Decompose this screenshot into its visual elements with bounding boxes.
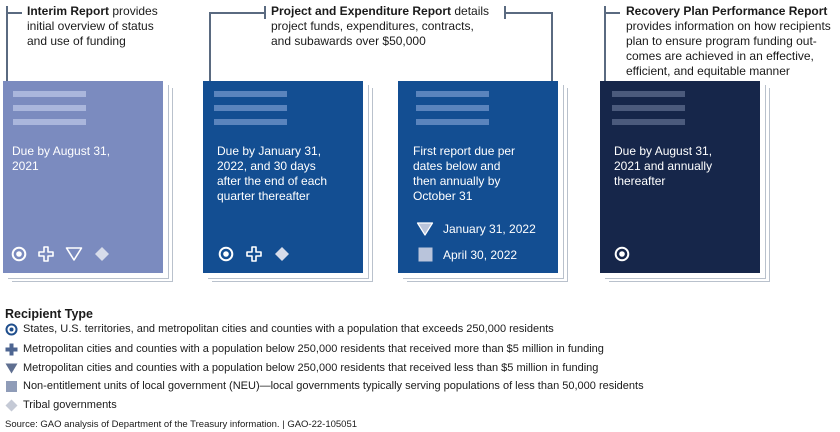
first-report-due-text [413, 144, 515, 204]
rp-connector-vertical [604, 6, 606, 82]
legend-label: Non-entitlement units of local government (NEU)—local governments typically serving populations of less than 50,000 residents [23, 380, 644, 392]
card-bar [416, 91, 489, 97]
interim-due-line: Due by August 31, [12, 144, 111, 158]
source-note: Source: GAO analysis of Department of the Treasury information. | GAO-22-105051 [5, 419, 358, 430]
pe-due-line: quarter thereafter [217, 189, 310, 203]
date-label-jan: January 31, 2022 [443, 222, 536, 236]
plus-icon [38, 246, 54, 262]
first-report-due-line: dates below and [413, 159, 501, 173]
pe-due-line: after the end of each [217, 174, 328, 188]
interim-report-card [3, 81, 163, 273]
pe-due-line: 2022, and 30 days [217, 159, 316, 173]
card-bar [13, 105, 86, 111]
interim-connector-vertical [6, 6, 8, 82]
first-report-due-line: October 31 [413, 189, 473, 203]
recovery-plan-desc-2: plan to ensure program funding out- [626, 34, 817, 48]
rp-connector-horizontal [604, 12, 620, 14]
card-bar [416, 119, 489, 125]
project-expenditure-desc-3: and subawards over $50,000 [271, 34, 426, 48]
square-icon [418, 247, 433, 262]
interim-report-caption [27, 4, 207, 49]
triangle-down-icon [5, 362, 18, 375]
first-report-due-line: First report due per [413, 144, 516, 158]
project-expenditure-card [203, 81, 363, 273]
date-label-apr: April 30, 2022 [443, 248, 518, 262]
interim-due-text [12, 144, 110, 174]
plus-icon [5, 343, 18, 356]
card-bar [612, 119, 685, 125]
card-bar [13, 119, 86, 125]
circle-dot-icon [614, 246, 630, 262]
recovery-plan-desc-1: provides information on how recipients [626, 19, 831, 33]
card-bar [214, 119, 287, 125]
rp-due-text [614, 144, 712, 189]
recovery-plan-title: Recovery Plan Performance Report [626, 4, 828, 18]
circle-dot-icon [11, 246, 27, 262]
circle-dot-icon [218, 246, 234, 262]
project-expenditure-desc-1: details [451, 4, 490, 18]
card-bar [214, 91, 287, 97]
rp-due-line: thereafter [614, 174, 666, 188]
square-icon [5, 380, 18, 393]
legend-label: States, U.S. territories, and metropolitan cities and counties with a population that exceeds 250,000 residents [23, 323, 554, 335]
diamond-icon [5, 399, 18, 412]
diamond-icon [274, 246, 290, 262]
interim-connector-horizontal [6, 12, 22, 14]
project-expenditure-caption [271, 4, 501, 49]
interim-due-line: 2021 [12, 159, 39, 173]
rp-due-line: 2021 and annually [614, 159, 713, 173]
pe-due-line: Due by January 31, [217, 144, 322, 158]
recovery-plan-desc-3: comes are achieved in an effective, [626, 49, 814, 63]
card-bar [214, 105, 287, 111]
pe-connector-left-tick [264, 6, 266, 19]
card-bar [416, 105, 489, 111]
card-bar [612, 105, 685, 111]
diamond-icon [94, 246, 110, 262]
legend-label: Metropolitan cities and counties with a population below 250,000 residents that received more than $5 million in funding [23, 343, 604, 355]
first-report-due-line: then annually by [413, 174, 501, 188]
pe-connector-left-vertical [209, 12, 211, 82]
legend-label: Tribal governments [23, 399, 117, 411]
pe-connector-left-horizontal [209, 12, 265, 14]
recovery-plan-caption [626, 4, 840, 79]
pe-connector-right-horizontal [505, 12, 552, 14]
interim-report-desc-2: initial overview of status [27, 19, 154, 33]
legend-label: Metropolitan cities and counties with a population below 250,000 residents that received less than $5 million in funding [23, 362, 599, 374]
rp-due-line: Due by August 31, [614, 144, 713, 158]
circle-dot-icon [5, 323, 18, 336]
legend-title: Recipient Type [5, 307, 93, 321]
card-bar [612, 91, 685, 97]
pe-connector-right-vertical [551, 12, 553, 82]
recovery-plan-desc-4: efficient, and equitable manner [626, 64, 790, 78]
triangle-down-icon [65, 246, 83, 262]
interim-report-title: Interim Report [27, 4, 110, 18]
plus-icon [246, 246, 262, 262]
project-expenditure-title: Project and Expenditure Report [271, 4, 452, 18]
interim-report-desc-1: provides [109, 4, 158, 18]
interim-report-desc-3: and use of funding [27, 34, 126, 48]
pe-due-text [217, 144, 327, 204]
recovery-plan-card [600, 81, 760, 273]
project-expenditure-desc-2: project funds, expenditures, contracts, [271, 19, 474, 33]
triangle-down-icon [416, 221, 434, 237]
first-report-card [398, 81, 558, 273]
card-bar [13, 91, 86, 97]
